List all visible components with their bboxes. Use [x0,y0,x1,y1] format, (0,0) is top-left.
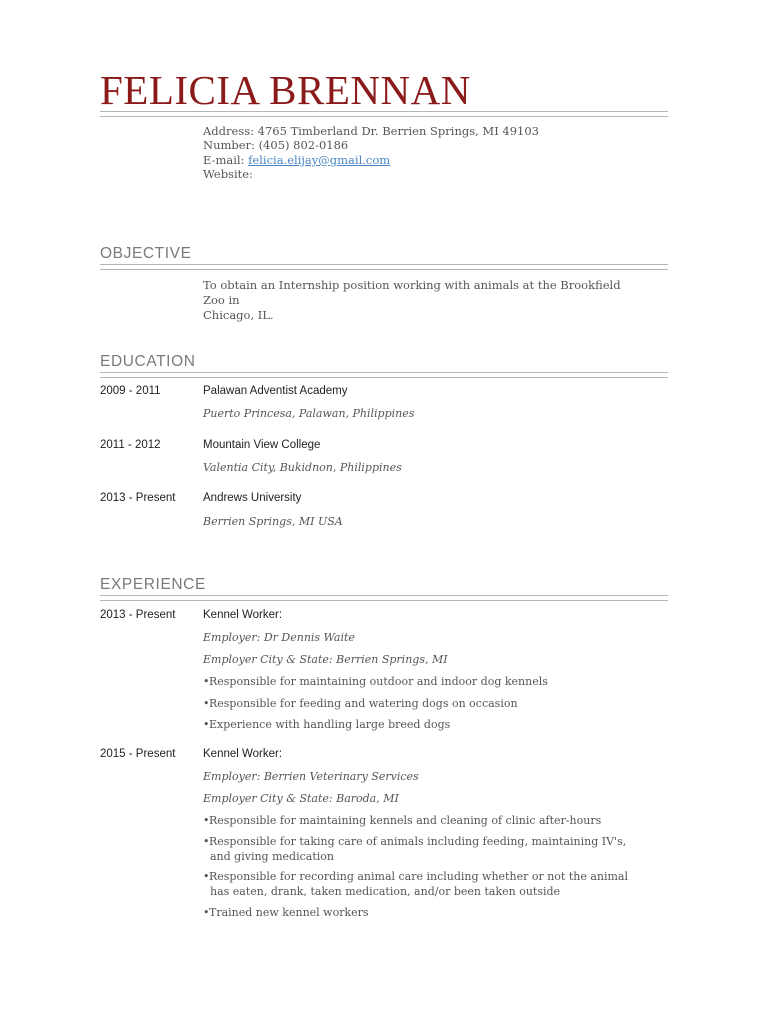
bullet-marker: • [203,870,210,883]
experience-role: Kennel Worker: [203,748,283,760]
objective-line: Chicago, IL. [203,308,274,322]
applicant-name: FELICIA BRENNAN [100,67,471,113]
experience-bullet [203,906,633,921]
experience-bullet [203,718,633,733]
education-dates: 2011 - 2012 [100,439,161,451]
experience-dates: 2013 - Present [100,609,176,621]
experience-dates: 2015 - Present [100,748,176,760]
objective-divider [100,264,668,270]
bullet-text: Responsible for maintaining kennels and cleaning of clinic after-hours [209,814,602,827]
education-school: Palawan Adventist Academy [203,385,348,397]
objective-text [203,278,643,323]
education-school: Andrews University [203,492,302,504]
bullet-marker: • [203,906,210,919]
education-divider [100,372,668,378]
bullet-text: Responsible for maintaining outdoor and indoor dog kennels [209,675,548,688]
experience-city-state: Employer City & State: Berrien Springs, MI [203,653,448,666]
education-location: Berrien Springs, MI USA [203,515,343,528]
bullet-marker: • [203,675,210,688]
contact-website: Website: [203,166,253,181]
bullet-marker: • [203,718,210,731]
education-location: Puerto Princesa, Palawan, Philippines [203,407,415,420]
bullet-text: Responsible for feeding and watering dogs on occasion [209,697,518,710]
contact-block [203,124,539,181]
experience-city-state: Employer City & State: Baroda, MI [203,792,399,805]
bullet-marker: • [203,697,210,710]
bullet-text: Responsible for recording animal care including whether or not the animal [209,870,629,883]
bullet-text: Responsible for taking care of animals including feeding, maintaining IV's, [209,835,627,848]
bullet-text-continuation: has eaten, drank, taken medication, and/or been taken outside [210,884,561,898]
experience-employer: Employer: Dr Dennis Waite [203,631,355,644]
experience-bullet [203,870,633,899]
experience-role: Kennel Worker: [203,609,283,621]
experience-employer: Employer: Berrien Veterinary Services [203,770,419,783]
bullet-marker: • [203,835,210,848]
section-title-experience: EXPERIENCE [100,576,206,593]
bullet-marker: • [203,814,210,827]
contact-email-line [203,153,539,167]
education-school: Mountain View College [203,439,321,451]
experience-bullet [203,814,633,829]
contact-address: Address: 4765 Timberland Dr. Berrien Springs, MI 49103 [203,124,539,138]
education-dates: 2013 - Present [100,492,176,504]
objective-line: To obtain an Internship position working with animals at the Brookfield Zoo in [203,278,621,307]
education-location: Valentia City, Bukidnon, Philippines [203,461,402,474]
education-dates: 2009 - 2011 [100,385,161,397]
experience-bullet [203,835,633,864]
contact-email-label: E-mail: [203,152,249,167]
section-title-objective: OBJECTIVE [100,245,192,262]
header-divider [100,111,668,117]
contact-email-link[interactable]: felicia.elijay@gmail.com [248,152,391,167]
bullet-text-continuation: and giving medication [210,849,334,863]
experience-bullet [203,697,633,712]
contact-number: Number: (405) 802-0186 [203,138,349,153]
experience-bullet [203,675,633,690]
bullet-text: Experience with handling large breed dogs [209,718,451,731]
section-title-education: EDUCATION [100,353,196,370]
bullet-text: Trained new kennel workers [209,906,369,919]
experience-divider [100,595,668,601]
